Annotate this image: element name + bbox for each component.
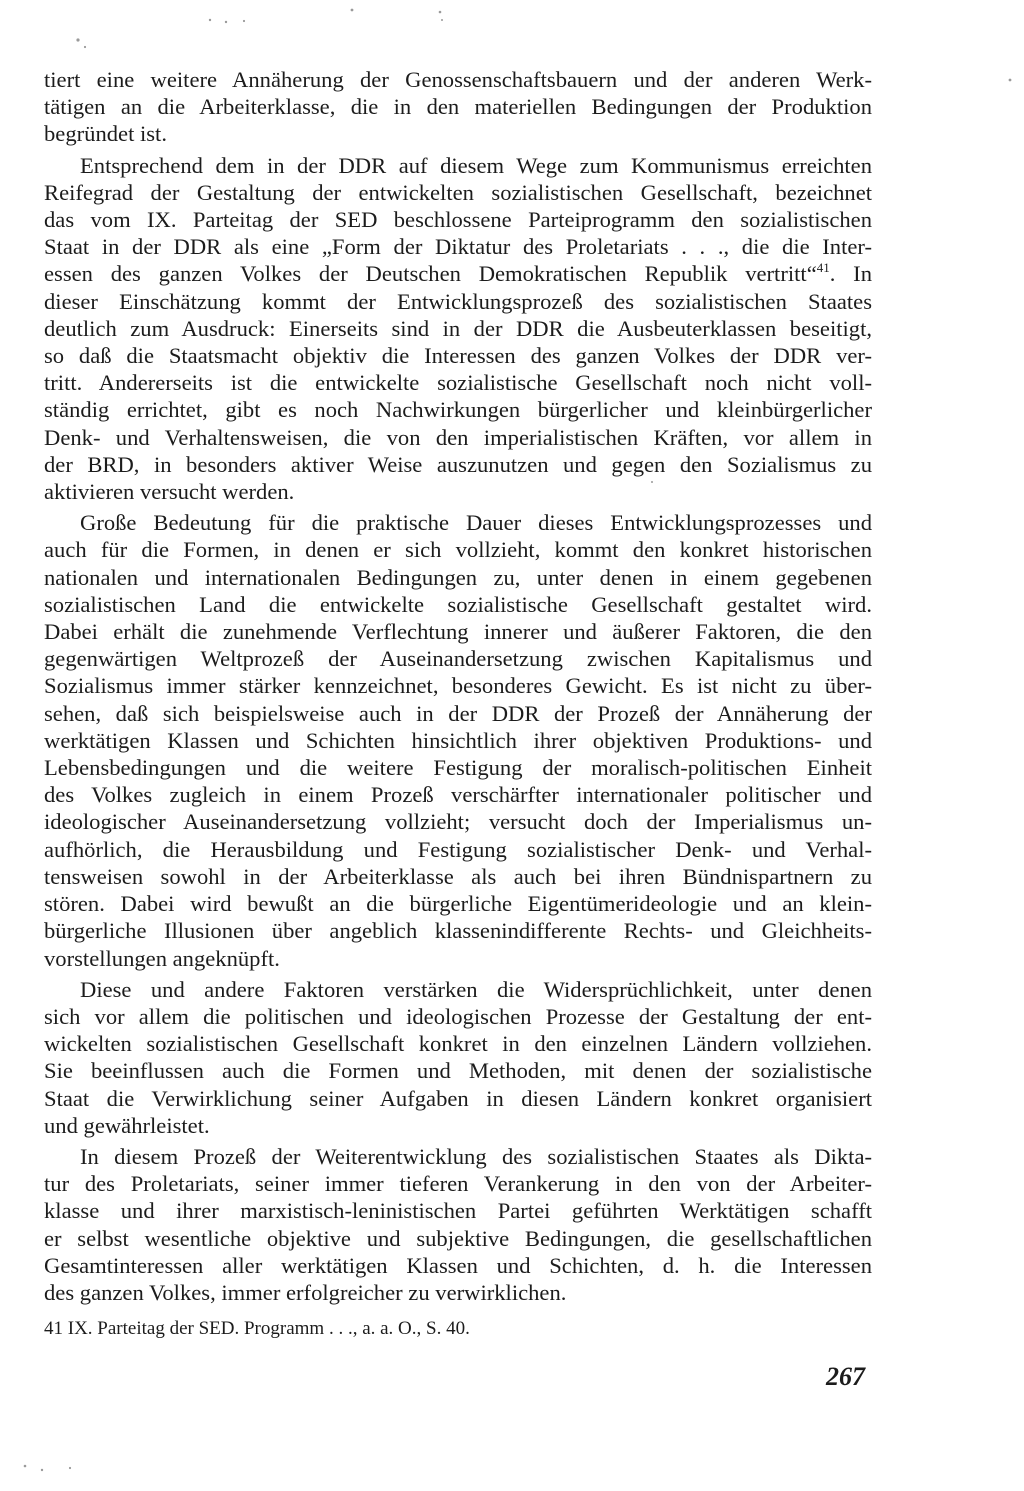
text-line: tritt. Andererseits ist die entwickelte sozialistische Gesellschaft noch nicht voll- <box>44 370 872 396</box>
footnote-ref-trailing-text: . In <box>829 261 873 287</box>
text-line: stören. Dabei wird bewußt an die bürgerliche Eigentümerideologie und an klein- <box>44 891 872 917</box>
text-line: wickelten sozialistischen Gesellschaft konkret in den einzelnen Ländern vollziehen. <box>44 1031 872 1057</box>
paragraph-2 <box>44 152 872 506</box>
text-line: deutlich zum Ausdruck: Einerseits sind in der DDR die Ausbeuterklassen beseitigt, <box>44 315 872 341</box>
text-line: dieser Einschätzung kommt der Entwicklungsprozeß des sozialistischen Staates <box>44 288 872 314</box>
text-line: ständig errichtet, gibt es noch Nachwirkungen bürgerlicher und kleinbürgerlicher <box>44 397 872 423</box>
text-line: werktätigen Klassen und Schichten hinsichtlich ihrer objektiven Produktions- und <box>44 727 872 753</box>
text-line: In diesem Prozeß der Weiterentwicklung des sozialistischen Staates als Dikta- <box>80 1143 872 1169</box>
text-line: des ganzen Volkes, immer erfolgreicher zu verwirklichen. <box>44 1279 567 1305</box>
text-line: Große Bedeutung für die praktische Dauer dieses Entwicklungsprozesses und <box>80 510 872 536</box>
text-line: tiert eine weitere Annäherung der Genossenschaftsbauern und der anderen Werk- <box>44 67 872 92</box>
text-line: bürgerliche Illusionen über angeblich klassenindifferente Rechts- und Gleichheits- <box>44 918 872 944</box>
text-line: der BRD, in besonders aktiver Weise auszunutzen und gegen den Sozialismus zu <box>44 451 872 477</box>
text-line: aktivieren versucht werden. <box>44 479 295 505</box>
paragraph-1 <box>44 66 872 148</box>
text-line: klasse und ihrer marxistisch-leninistischen Partei geführten Werktätigen schafft <box>44 1198 872 1224</box>
text-line: tensweisen sowohl in der Arbeiterklasse als auch bei ihren Bündnispartnern zu <box>44 863 872 889</box>
text-line: Sozialismus immer stärker kennzeichnet, besonderes Gewicht. Es ist nicht zu über- <box>44 673 872 699</box>
text-line: vorstellungen angeknüpft. <box>44 945 280 971</box>
text-line: Denk- und Verhaltensweisen, die von den imperialistischen Kräften, vor allem in <box>44 424 872 450</box>
text-line: Staat die Verwirklichung seiner Aufgaben in diesen Ländern konkret organisiert <box>44 1085 872 1111</box>
text-line: Sie beeinflussen auch die Formen und Methoden, mit denen der sozialistische <box>44 1058 872 1084</box>
text-line: ideologischer Auseinandersetzung vollzieht; versucht doch der Imperialismus un- <box>44 809 872 835</box>
text-line: sich vor allem die politischen und ideologischen Prozesse der Gestaltung der ent- <box>44 1003 872 1029</box>
text-line: so daß die Staatsmacht objektiv die Interessen des ganzen Volkes der DDR ver- <box>44 343 872 369</box>
footnote-41: 41 IX. Parteitag der SED. Programm . . ., a. a. O., S. 40. <box>44 1318 470 1339</box>
text-line: aufhörlich, die Herausbildung und Festigung sozialistischer Denk- und Verhal- <box>44 836 872 862</box>
text-line: essen des ganzen Volkes der Deutschen Demokratischen Republik vertritt“$^{41}$. In <box>44 260 873 287</box>
text-line: begründet ist. <box>44 121 167 147</box>
text-line: des Volkes zugleich in einem Prozeß verschärfter internationaler politischer und <box>44 782 872 808</box>
footnote-reference[interactable]: 41 <box>816 260 830 276</box>
paragraph-5 <box>44 1143 872 1306</box>
text-line: gegenwärtigen Weltprozeß der Auseinandersetzung zwischen Kapitalismus und <box>44 646 872 672</box>
paragraph-3 <box>44 509 872 971</box>
text-line: und gewährleistet. <box>44 1112 210 1138</box>
paragraph-4 <box>44 976 872 1139</box>
text-line: Staat in der DDR als eine „Form der Diktatur des Proletariats . . ., die die Inter- <box>44 234 872 260</box>
text-line: er selbst wesentliche objektive und subjektive Bedingungen, die gesellschaftlichen <box>44 1225 872 1251</box>
text-line: Gesamtinteressen aller werktätigen Klassen und Schichten, d. h. die Interessen <box>44 1252 872 1278</box>
text-line: Lebensbedingungen und die weitere Festigung der moralisch-politischen Einheit <box>44 755 872 781</box>
text-line: nationalen und internationalen Bedingungen zu, unter denen in einem gegebenen <box>44 564 872 590</box>
text-line: tur des Proletariats, seiner immer tieferen Verankerung in den von der Arbeiter- <box>44 1171 872 1197</box>
page-number: 267 <box>826 1362 865 1391</box>
text-line: Entsprechend dem in der DDR auf diesem Wege zum Kommunismus erreichten <box>80 152 872 178</box>
text-line: das vom IX. Parteitag der SED beschlossene Parteiprogramm den sozialistischen <box>44 207 872 233</box>
page-body <box>44 66 872 1306</box>
text-line: tätigen an die Arbeiterklasse, die in den materiellen Bedingungen der Produktion <box>44 94 872 120</box>
text-line: sozialistischen Land die entwickelte sozialistische Gesellschaft gestaltet wird. <box>44 591 872 617</box>
text-line: auch für die Formen, in denen er sich vollzieht, kommt den konkret historischen <box>44 537 872 563</box>
text-line: Dabei erhält die zunehmende Verflechtung innerer und äußerer Faktoren, die den <box>44 619 872 645</box>
text-line: sehen, daß sich beispielsweise auch in der DDR der Prozeß der Annäherung der <box>44 700 872 726</box>
text-line: Diese und andere Faktoren verstärken die Widersprüchlichkeit, unter denen <box>80 976 872 1002</box>
text-line: Reifegrad der Gestaltung der entwickelten sozialistischen Gesellschaft, bezeichnet <box>44 179 872 205</box>
